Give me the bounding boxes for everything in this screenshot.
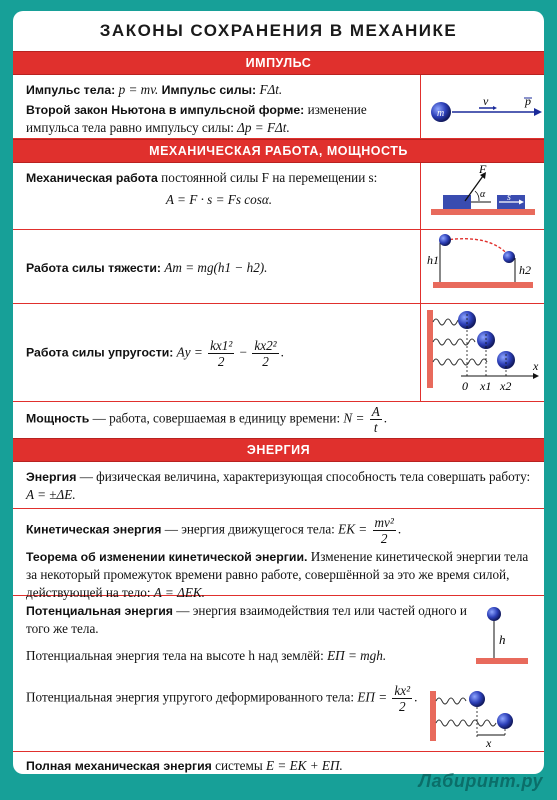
momentum-label: p (525, 94, 531, 108)
fraction-2 (252, 338, 278, 369)
theorem-label: Теорема об изменении кинетической энергии. (26, 550, 308, 564)
wall (427, 310, 433, 388)
arrow-icon (493, 106, 497, 110)
mech-work-text (13, 163, 420, 229)
kinetic-text: Кинетическая энергия — энергия движущегося тела: EK = $\frac{\text{mv²}}{2}$ . Теорема об изменении кинетической энергии. Изменение кинетической энергии тела за некоторый промежуток времени равно работе, совершённой за это же время силой, действующей на тело: A = ΔEK. (26, 515, 529, 600)
mech-work-row (13, 163, 544, 230)
origin-label: 0 (462, 379, 468, 393)
mech-work-label: Механическая работа (26, 171, 158, 185)
power-lhs: N = (343, 410, 365, 426)
mass-label: m (437, 108, 445, 119)
potential-elastic-lhs: EП = (357, 689, 388, 705)
kinetic-fraction (373, 515, 396, 546)
ball-end-icon (503, 251, 515, 263)
kinetic-row (13, 509, 544, 600)
energy-row (13, 462, 544, 509)
block-start (443, 195, 471, 209)
ball-icon (487, 607, 501, 621)
potential-desc: — энергия взаимодействия тел или частей одного и того же тела. (26, 603, 467, 636)
kinetic-num: mv² (374, 515, 394, 530)
velocity-arrowhead-icon (534, 108, 542, 116)
fraction-2-num: kx2² (254, 338, 277, 353)
power-fraction (370, 404, 382, 435)
angle-arc (475, 191, 479, 201)
fraction-1-num: kx1² (210, 338, 233, 353)
potential-elastic-fraction (392, 683, 412, 714)
mech-work-figure (420, 163, 544, 229)
elastic-work-lhs: Aу = (176, 344, 203, 360)
power-num: A (371, 403, 380, 419)
mech-work-desc: постоянной силы F на перемещении s: (161, 170, 378, 185)
power-text: Мощность — работа, совершаемая в единицу времени: N = $\frac{A}{t}$ . (26, 403, 388, 435)
potential-text: Потенциальная энергия — энергия взаимодействия тел или частей одного и того же тела. Потенциальная энергия тела на высоте h над землёй: EП = mgh. Потенциальная энергия упругого деформированного тела: EП = $\frac{\text{kx²}}{2}$ . (26, 603, 467, 714)
energy-desc: — физическая величина, характеризующая способность тела совершать работу: (79, 469, 531, 484)
fraction-1-den: 2 (217, 354, 225, 369)
ball-rest-icon (469, 691, 485, 707)
gravity-work-row (13, 230, 544, 304)
gravity-work-figure (420, 230, 544, 303)
potential-label: Потенциальная энергия (26, 604, 173, 618)
ground-surface (431, 209, 535, 215)
power-row (13, 402, 544, 438)
fraction-1 (208, 338, 234, 369)
impulse-label: Импульс тела: (26, 83, 116, 97)
brand-watermark: Лабиринт.ру (418, 771, 543, 791)
height-label: h (499, 632, 506, 647)
gravity-work-label: Работа силы тяжести: (26, 260, 162, 275)
elastic-work-diagram (421, 304, 544, 401)
spring-2 (433, 339, 475, 345)
gravity-work-formula: Aт = mg(h1 − h2). (164, 259, 268, 275)
force-label: F (479, 163, 487, 176)
spring-1 (436, 698, 466, 704)
impulse-diagram (421, 75, 544, 138)
elastic-work-label: Работа силы упругости: (26, 345, 174, 360)
height-diagram (472, 604, 536, 674)
newton-second-law-text: изменение импульса тела равно импульсу силы: (26, 102, 367, 135)
spring-3 (433, 359, 487, 365)
potential-elastic-den: 2 (398, 699, 406, 714)
mech-work-formula: A = F · s = Fs cosα. (165, 192, 273, 207)
spring-2 (436, 720, 496, 726)
power-desc: — работа, совершаемая в единицу времени: (92, 410, 341, 426)
displacement-label: s (507, 192, 511, 203)
force-impulse-formula: FΔt. (259, 82, 283, 97)
power-den: t (373, 419, 378, 435)
elastic-work-text: Работа силы упругости: Aу = $\frac{\text{kx1²}}{2}$ − $\frac{\text{kx2²}}{2}$ . (26, 338, 284, 369)
potential-height-formula: EП = mgh. (327, 648, 387, 663)
potential-row (13, 596, 544, 752)
gravity-work-text (13, 230, 420, 303)
impulse-formula: p = mv. (118, 82, 159, 97)
impulse-row (13, 75, 544, 139)
elastic-work-row (13, 304, 544, 402)
spring-energy-diagram (428, 687, 536, 749)
x2-label: x2 (500, 379, 512, 393)
deformation-label: x (486, 736, 492, 749)
elastic-work-figure (420, 304, 544, 401)
fraction-2-den: 2 (262, 354, 269, 369)
h1-label: h1 (427, 253, 439, 267)
total-energy-desc: системы (215, 758, 263, 773)
trajectory-path (445, 239, 509, 256)
potential-height-text: Потенциальная энергия тела на высоте h над землёй: (26, 648, 324, 663)
ball-stretched-icon (497, 713, 513, 729)
impulse-figure (420, 75, 544, 138)
impulse-text (13, 75, 420, 138)
page-title: ЗАКОНЫ СОХРАНЕНИЯ В МЕХАНИКЕ (99, 21, 458, 40)
x-axis-arrowhead-icon (533, 373, 539, 379)
gravity-work-diagram (421, 230, 544, 303)
ground-surface (433, 282, 533, 288)
ground-surface (476, 658, 528, 664)
energy-formula: A = ±ΔE. (26, 487, 76, 502)
kinetic-den: 2 (380, 531, 388, 546)
minus-sign: − (239, 344, 248, 360)
newton-second-law-label: Второй закон Ньютона в импульсной форме: (26, 103, 305, 117)
velocity-label: v (483, 94, 489, 108)
total-energy-formula: E = EK + EП. (266, 758, 343, 773)
wall (430, 691, 436, 741)
section-header-energy: ЭНЕРГИЯ (13, 438, 544, 462)
potential-elastic-text: Потенциальная энергия упругого деформированного тела: (26, 689, 355, 705)
potential-elastic-num: kx² (394, 683, 411, 698)
force-impulse-label: Импульс силы: (161, 83, 257, 97)
kinetic-desc: — энергия движущегося тела: (164, 521, 335, 537)
angle-label: α (480, 189, 486, 200)
newton-second-law-formula: Δp = FΔt. (237, 120, 290, 135)
section-header-impulse: ИМПУЛЬС (13, 51, 544, 75)
section-header-work: МЕХАНИЧЕСКАЯ РАБОТА, МОЩНОСТЬ (13, 139, 544, 163)
theorem-formula: A = ΔEK. (153, 585, 205, 600)
theorem-text: Изменение кинетической энергии тела за некоторый промежуток времени равно работе, совершённой за это же время силой, действующей на тело: (26, 549, 529, 600)
energy-label: Энергия (26, 470, 77, 484)
mech-work-diagram (421, 163, 544, 229)
poster-sheet (13, 11, 544, 774)
x-label: x (533, 359, 539, 373)
ball-start-icon (439, 234, 451, 246)
power-label: Мощность (26, 411, 90, 426)
total-energy-label: Полная механическая энергия (26, 759, 212, 773)
kinetic-label: Кинетическая энергия (26, 522, 162, 537)
h2-label: h2 (519, 263, 531, 277)
kinetic-lhs: EK = (338, 521, 368, 537)
x1-label: x1 (480, 379, 492, 393)
energy-text (13, 462, 544, 508)
